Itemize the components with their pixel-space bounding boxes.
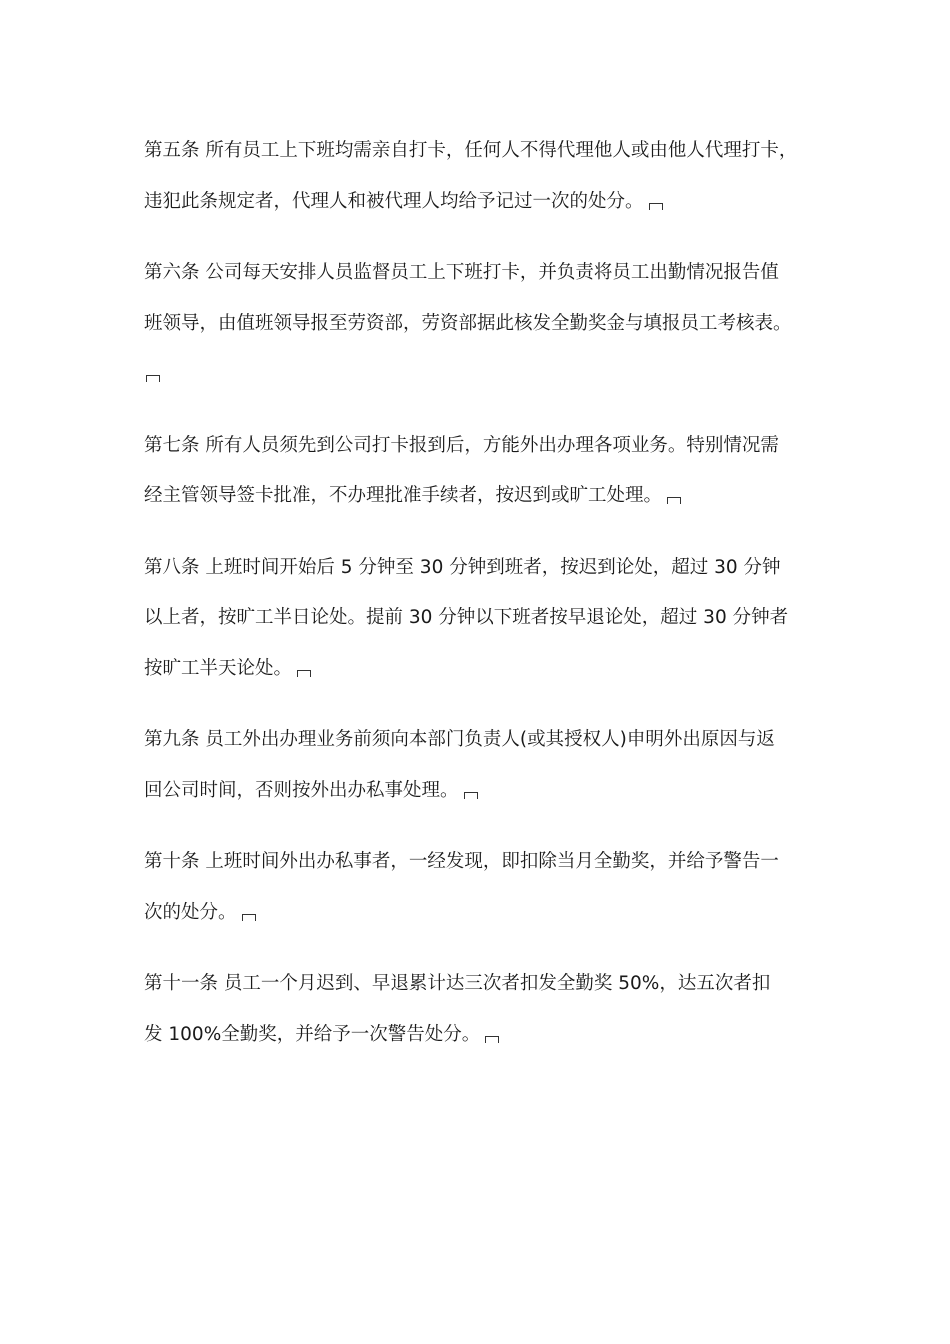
article-8 (144, 543, 814, 695)
article-11-line-1: 第十一条 员工一个月迟到、早退累计达三次者扣发全勤奖 50%，达五次者扣 (144, 973, 771, 994)
paragraph-mark-icon (464, 792, 478, 799)
article-8-line-1: 第八条 上班时间开始后 5 分钟至 30 分钟到班者，按迟到论处，超过 30 分钟 (144, 556, 781, 578)
article-5-line-1: 第五条 所有员工上下班均需亲自打卡，任何人不得代理他人或由他人代理打卡， (144, 140, 798, 161)
article-6-line-2: 班领导，由值班领导报至劳资部，劳资部据此核发全勤奖金与填报员工考核表。 (144, 312, 792, 334)
paragraph-mark-icon (242, 914, 256, 921)
article-7-line-2: 经主管领导签卡批准，不办理批准手续者，按迟到或旷工处理。 (144, 485, 663, 506)
article-10-line-1: 第十条 上班时间外出办私事者，一经发现，即扣除当月全勤奖，并给予警告一 (144, 851, 779, 872)
article-10-line-2: 次的处分。 (144, 901, 237, 923)
article-7-line-1: 第七条 所有人员须先到公司打卡报到后，方能外出办理各项业务。特别情况需 (144, 434, 779, 456)
paragraph-mark-icon (485, 1036, 499, 1043)
article-9 (144, 715, 814, 816)
paragraph-mark-icon (297, 670, 311, 677)
article-5 (144, 126, 814, 227)
document-body (144, 126, 814, 1060)
paragraph-mark-icon (146, 375, 160, 382)
article-9-line-1: 第九条 员工外出办理业务前须向本部门负责人(或其授权人)申明外出原因与返 (144, 729, 775, 750)
article-10 (144, 837, 814, 938)
article-8-line-3: 按旷工半天论处。 (144, 657, 293, 679)
paragraph-mark-icon (667, 497, 681, 504)
article-8-line-2: 以上者，按旷工半日论处。提前 30 分钟以下班者按早退论处，超过 30 分钟者 (144, 607, 789, 628)
article-11 (144, 959, 814, 1060)
article-5-line-2: 违犯此条规定者，代理人和被代理人均给予记过一次的处分。 (144, 190, 644, 212)
article-9-line-2: 回公司时间，否则按外出办私事处理。 (144, 779, 459, 801)
article-6-line-1: 第六条 公司每天安排人员监督员工上下班打卡，并负责将员工出勤情况报告值 (144, 262, 779, 283)
article-7 (144, 421, 814, 522)
article-11-line-2: 发 100%全勤奖，并给予一次警告处分。 (144, 1023, 481, 1045)
paragraph-mark-icon (649, 203, 663, 210)
article-6 (144, 248, 814, 400)
